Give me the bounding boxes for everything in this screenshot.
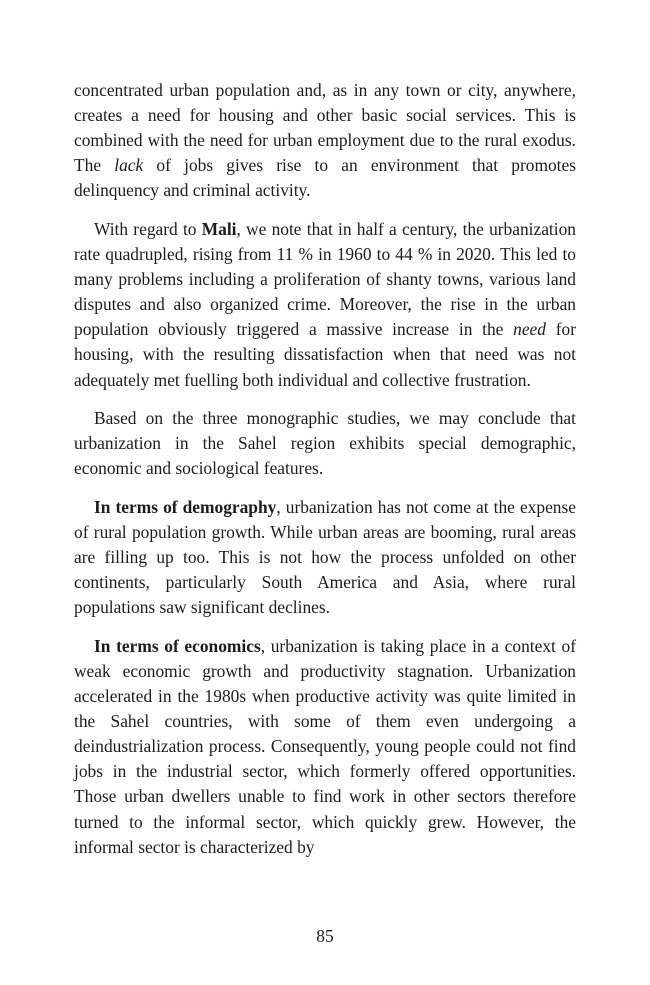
paragraph-2-text-3: for housing, with the resulting dissatisfaction when that need was not adequately met fuelling both individual and collective frustration. bbox=[74, 319, 576, 390]
paragraph-5-bold-heading: In terms of economics bbox=[94, 635, 261, 656]
paragraph-2-text-1: With regard to bbox=[94, 218, 202, 239]
paragraph-4-text-1: , urbanization has not come at the expense of rural population growth. While urban areas are booming, rural areas are filling up too. This is not how the process unfolded on other continents, particularly South America and Asia, where rural populations saw significant declines. bbox=[74, 496, 576, 618]
paragraph-4-bold-heading: In terms of demography bbox=[94, 496, 277, 517]
paragraph-5 bbox=[74, 634, 576, 860]
paragraph-2 bbox=[74, 217, 576, 393]
paragraph-2-bold-mali: Mali bbox=[201, 218, 237, 239]
paragraph-2-text-2: , we note that in half a century, the urbanization rate quadrupled, rising from 11 % in 1960 to 44 % in 2020. This led to many problems including a proliferation of shanty towns, various land disputes and also organized crime. Moreover, the rise in the urban population obviously triggered a massive increase in the bbox=[74, 218, 576, 340]
paragraph-4 bbox=[74, 495, 576, 620]
paragraph-1-emphasis-lack: lack bbox=[114, 155, 144, 176]
paragraph-5-text-1: , urbanization is taking place in a context of weak economic growth and productivity stagnation. Urbanization accelerated in the 1980s when productive activity was quite limited in the Sahel countries, with some of them even undergoing a deindustrialization process. Consequently, young people could not find jobs in the industrial sector, which formerly offered opportunities. Those urban dwellers unable to find work in other sectors therefore turned to the informal sector, which quickly grew. However, the informal sector is characterized by bbox=[74, 635, 576, 857]
paragraph-1 bbox=[74, 78, 576, 203]
paragraph-3 bbox=[74, 406, 576, 481]
page-body bbox=[74, 78, 576, 873]
paragraph-1-text-1: concentrated urban population and, as in any town or city, anywhere, creates a need for housing and other basic social services. This is combined with the need for urban employment due to the rural exodus. The bbox=[74, 80, 576, 176]
paragraph-1-text-2: of jobs gives rise to an environment that promotes delinquency and criminal activity. bbox=[74, 155, 576, 201]
paragraph-2-emphasis-need: need bbox=[513, 319, 546, 340]
page-number: 85 bbox=[316, 926, 334, 946]
paragraph-3-text-1: Based on the three monographic studies, we may conclude that urbanization in the Sahel region exhibits special demographic, economic and sociological features. bbox=[74, 408, 576, 479]
